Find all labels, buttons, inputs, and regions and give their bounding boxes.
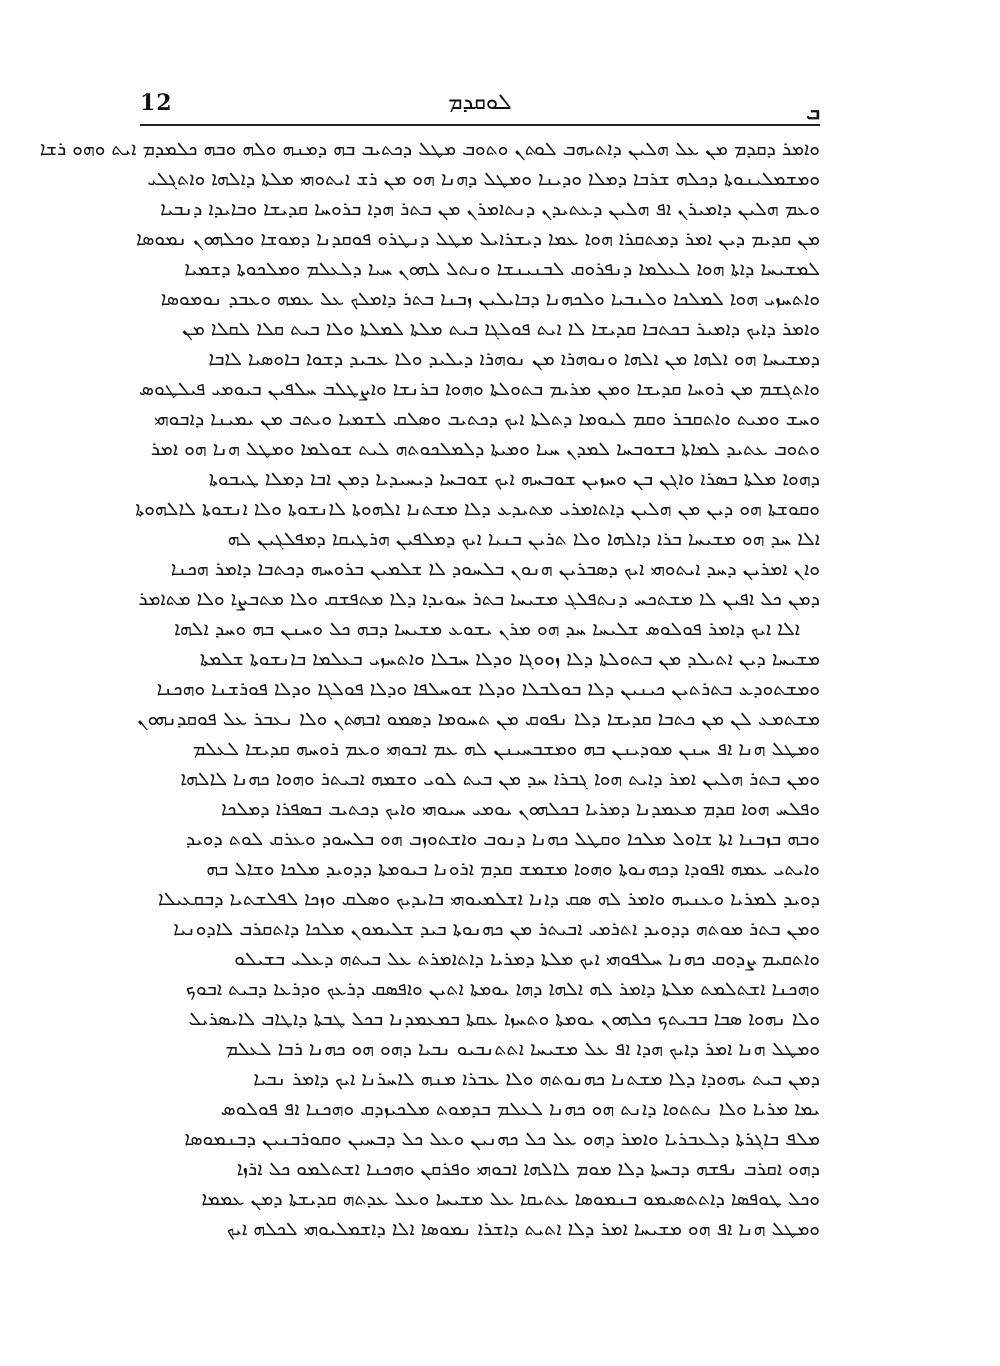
text-line: ܡܠܦ ܒܐܓܪܬܐ ܕܠܥܒܪܝܐ ܘܐܡܪ ܕܗܘ ܥܠ ܟܠ ܟܗܢܝܢ ܘܥܠ ܟܠ ܕܒܚܝܢ ܘܩܘܪܒܢܝܢ ܕܒܢܡܘܣܐ <box>184 1128 820 1150</box>
text-line: ܕܗܘܐ ܡܠܬܐ ܒܣܪܐ ܘܐܓܢ ܒܢ ܘܚܙܝܢ ܫܘܒܚܗ ܐܝܟ ܫܘܒܚܐ ܕܝܚܝܕܝܐ ܕܡܢ ܐܒܐ ܕܡܠܐ ܛܝܒܘܬܐ <box>208 468 820 490</box>
text-line: ܡܢ ܩܕܝܡ ܕܝܢ ܐܡܪ ܕܡܬܩܪܐ ܗܘܐ ܥܡܐ ܕܝܫܪܐܝܠ ܡܛܠ ܕܢܛܪܘ ܦܘܩܕܢܐ ܕܡܘܫܐ ܘܟܠܗܘܢ ܢܡܘܣܐ <box>136 228 820 250</box>
page-number: 12 <box>140 90 173 116</box>
text-line: ܘܐܬܚܙܝ ܗܘܐ ܠܡܠܟܐ ܘܠܢܒܝܐ ܘܠܟܗܢܐ ܕܒܐܝܠܝܢ ܙܒܢܐ ܒܬܪ ܕܐܡܠܟ ܥܠ ܥܡܗ ܘܥܒܕ ܢܘܡܘܣܐ <box>160 288 820 310</box>
text-line: ܘܐܬܩܝܡ ܨܕܘܩ ܟܗܢܐ ܚܠܦܘܗܝ ܐܝܟ ܡܠܬܐ ܕܡܪܝܐ ܕܐܬܐܡܪܬ ܥܠ ܒܝܬܗ ܕܥܠܝ ܒܫܝܠܘ <box>234 948 820 970</box>
text-line: ܘܡܛܠ ܗܢܐ ܐܦ ܚܢܢ ܡܘܕܝܢܢ ܒܗ ܘܡܫܒܚܝܢܢ ܠܗ ܥܡ ܐܒܘܗܝ ܘܥܡ ܪܘܚܗ ܩܕܝܫܐ ܠܥܠܡ <box>192 738 820 760</box>
text-line: ܘܗܟܢܐ ܐܫܬܠܡܬ ܡܠܬܐ ܕܐܡܪ ܠܗ ܐܠܗܐ ܕܗܐ ܝܘܡܬܐ ܐܬܝܢ ܘܐܦܣܩ ܕܪܥܟ ܘܕܪܥܐ ܕܒܝܬ ܐܒܘܟ <box>185 978 820 1000</box>
text-line: ܘܚܫ ܘܡܝܬ ܘܐܬܩܒܪ ܘܩܡ ܠܝܘܡܐ ܕܬܠܬܐ ܐܝܟ ܕܟܬܝܒ ܘܣܠܩ ܠܫܡܝܐ ܘܝܬܒ ܡܢ ܝܡܝܢܐ ܕܐܒܘܗܝ <box>154 408 820 430</box>
text-line: ܘܦܠܚ ܗܘܐ ܩܕܡ ܡܥܡܕܢܐ ܕܡܪܝܐ ܒܟܠܗܘܢ ܝܘܡܝ ܚܝܘܗܝ ܘܐܝܟ ܕܟܬܝܒ ܒܣܦܪܐ ܕܡܠܟܐ <box>221 798 820 820</box>
text-line: ܘܩܘܫܬܐ ܗܘ ܕܝܢ ܡܢ ܗܠܝܢ ܕܐܬܐܡܪܝ ܡܬܝܕܥ ܕܠܐ ܡܫܬܢܐ ܐܠܗܘܬܐ ܠܐܢܫܘܬܐ ܘܠܐ ܐܢܫܘܬܐ ܠܐܠܗܘܬܐ <box>135 498 820 520</box>
text-line: ܕܗܘ ܐܩܪܒ ܢܦܫܗ ܕܒܚܬܐ ܕܠܐ ܡܘܡ ܠܐܠܗܐ ܐܒܘܗܝ ܘܦܪܩܢ ܘܗܟܢܐ ܐܫܬܠܡܘ ܟܠ ܐܪܙܐ <box>236 1158 820 1180</box>
text-line: ܡܫܝܚܐ ܕܝܢ ܐܬܝܠܕ ܡܢ ܒܬܘܠܬܐ ܕܠܐ ܙܘܘܓܐ ܘܕܠܐ ܚܒܠܐ ܘܐܬܚܙܝ ܒܥܠܡܐ ܒܐܢܫܘܬܐ ܫܠܡܬܐ <box>199 648 820 670</box>
text-line: ܘܠܐ ܢܗܘܐ ܣܒܐ ܒܒܝܬܟ ܟܠܗܘܢ ܝܘܡܬܐ ܘܬܚܙܐ ܥܩܬܐ ܒܡܥܡܕܢܐ ܒܟܠ ܛܒܬܐ ܕܐܛܐܒ ܠܐܝܣܪܝܠ <box>188 1008 820 1030</box>
text-line: ܡܫܬܡܥ ܠܢ ܡܢ ܟܬܒܐ ܩܕܝܫܐ ܕܠܐ ܢܦܘܩ ܡܢ ܬܚܘܡܐ ܕܣܡܘ ܐܒܗܬܢ ܘܠܐ ܢܥܒܪ ܥܠ ܦܘܩܕܢܗܘܢ <box>137 708 820 730</box>
text-line: ܘܡܛܠ ܗܢܐ ܐܡܪ ܕܐܝܟ ܗܕܐ ܐܦ ܥܠ ܡܫܝܚܐ ܐܬܬܢܒܝܘ ܢܒܝܐ ܕܗܘ ܗܘ ܟܗܢܐ ܪܒܐ ܠܥܠܡ <box>225 1038 820 1060</box>
text-line: ܕܡܫܝܚܐ ܗܘ ܐܠܗܐ ܡܢ ܐܠܗܐ ܘܢܘܗܪܐ ܡܢ ܢܘܗܪܐ ܕܝܠܝܕ ܘܠܐ ܥܒܝܕ ܕܫܘܐ ܒܐܘܣܝܐ ܠܐܒܐ <box>208 348 820 370</box>
text-line: ܘܐܡܪ ܕܩܕܡ ܡܢ ܥܠ ܗܠܝܢ ܕܐܬܝܗܒ ܠܘܬܢ ܘܬܘܒ ܡܛܠ ܕܟܬܝܒ ܒܗ ܕܡܢܗ ܘܠܗ ܘܒܗ ܟܠܡܕܡ ܐܝܬ ܘܗܘ ܪܫܐ <box>39 138 820 160</box>
text-line: ܘܟܠ ܛܘܦܣܐ ܕܐܬܬܣܝܡܘ ܒܢܡܘܣܐ ܥܬܝܩܐ ܥܠ ܡܫܝܚܐ ܘܥܠ ܥܕܬܗ ܩܕܝܫܬܐ ܕܡܢ ܥܡܡܐ <box>201 1188 820 1210</box>
text-line: ܘܡܢ ܒܬܪ ܡܘܬܗ ܕܕܘܝܕ ܐܬܪܡܝ ܐܒܝܬܪ ܡܢ ܟܗܢܘܬܐ ܒܝܕ ܫܠܝܡܘܢ ܡܠܟܐ ܕܐܬܩܪܒ ܠܐܕܘܢܝܐ <box>173 918 820 940</box>
text-line: ܘܡܛܠ ܗܢܐ ܐܦ ܗܘ ܡܫܝܚܐ ܐܡܪ ܕܠܐ ܐܬܝܬ ܕܐܫܪܐ ܢܡܘܣܐ ܐܠܐ ܕܐܫܡܠܝܘܗܝ ܠܟܠܗ ܐܝܟ <box>226 1218 820 1240</box>
text-line: ܕܡܢ ܒܝܬ ܝܗܘܕܐ ܕܠܐ ܡܫܬܢܐ ܟܗܢܘܬܗ ܘܠܐ ܥܒܪܐ ܡܢܗ ܠܐܚܪܢܐ ܐܝܟ ܕܐܡܪ ܢܒܝܐ <box>253 1068 820 1090</box>
text-line: ܘܐܝܬܝ ܥܡܗ ܐܦܘܕܐ ܕܟܗܢܘܬܐ ܘܗܘܐ ܡܫܡܫ ܩܕܡ ܐܪܘܢܐ ܒܝܘܡܬܐ ܕܕܘܝܕ ܡܠܟܐ ܘܫܐܠ ܒܗ <box>206 858 820 880</box>
text-line: ܐܠܐ ܐܝܟ ܕܐܡܪ ܦܘܠܘܣ ܫܠܝܚܐ ܚܕ ܗܘ ܡܪܢ ܝܫܘܥ ܡܫܝܚܐ ܕܒܗ ܟܠ ܘܚܢܢ ܒܗ ܘܚܕ ܐܠܗܐ <box>174 618 800 640</box>
text-line: ܠܡܫܝܚܐ ܕܐܬܐ ܗܘܐ ܠܥܠܡܐ ܕܢܦܪܘܩ ܠܒܢܝܢܫܐ ܘܢܬܠ ܠܗܘܢ ܚܝܐ ܕܠܥܠܡ ܘܡܠܟܘܬܐ ܕܫܡܝܐ <box>184 258 820 280</box>
page-header <box>140 88 820 122</box>
text-line: ܘܐܬܓܫܡ ܡܢ ܪܘܚܐ ܩܕܝܫܐ ܘܡܢ ܡܪܝܡ ܒܬܘܠܬܐ ܘܗܘܐ ܒܪܢܫܐ ܘܐܨܛܠܒ ܚܠܦܝܢ ܒܝܘܡܝ ܦܝܠܛܘܣ <box>138 378 820 400</box>
header-rule <box>140 124 820 126</box>
text-line: ܘܡܢ ܒܬܪ ܗܠܝܢ ܐܡܪ ܕܐܝܬ ܗܘܐ ܓܒܪܐ ܚܕ ܡܢ ܒܝܬ ܠܘܝ ܘܫܡܗ ܐܒܝܬܪ ܘܗܘܐ ܟܗܢܐ ܠܐܠܗܐ <box>180 768 820 790</box>
text-line: ܘܐܢ ܐܡܪܝܢ ܕܚܕ ܐܝܬܘܗܝ ܐܝܟ ܕܣܒܪܝܢ ܗܢܘܢ ܒܠܚܘܕ ܠܐ ܫܠܡܝܢ ܒܪܘܚܗ ܕܟܬܒܐ ܕܐܡܪ ܗܟܢܐ <box>170 558 820 580</box>
body-text <box>39 134 820 1254</box>
text-line: ܕܘܝܕ ܠܡܪܝܐ ܘܥܢܝܗ ܘܐܡܪ ܠܗ ܣܩ ܕܐܢܐ ܐܫܠܡܝܘܗܝ ܒܐܝܕܝܟ ܘܣܠܩ ܘܙܟܐ ܠܦܠܫܬܝܐ ܕܒܩܥܝܠܐ <box>157 888 820 910</box>
text-line: ܘܥܡ ܗܠܝܢ ܕܐܡܝܪܢ ܐܦ ܗܠܝܢ ܕܥܬܝܕܢ ܕܢܬܐܡܪܢ ܡܢ ܒܬܪ ܗܕܐ ܒܪܘܚܐ ܩܕܝܫܐ ܘܒܐܝܕܐ ܕܢܒܝܐ <box>160 198 820 220</box>
text-line: ܘܐܡܪ ܕܐܝܟ ܕܐܡܝܪ ܒܟܬܒܐ ܩܕܝܫܐ ܠܐ ܐܝܬ ܦܘܠܓܐ ܒܝܬ ܡܠܬܐ ܠܡܠܬܐ ܘܠܐ ܒܝܬ ܩܠܐ ܠܩܠܐ ܡܢ <box>182 318 820 340</box>
text-line: ܐܠܐ ܚܕ ܗܘ ܡܫܝܚܐ ܒܪܐ ܕܐܠܗܐ ܘܠܐ ܬܪܝܢ ܒܢܝܐ ܐܝܟ ܕܡܠܦܝܢ ܗܪܛܝܩܐ ܕܡܦܠܓܝܢ ܠܗ <box>227 528 820 550</box>
text-line: ܘܬܘܒ ܥܬܝܕ ܠܡܐܬܐ ܒܫܘܒܚܐ ܠܡܕܢ ܚܝܐ ܘܡܝܬܐ ܕܠܡܠܟܘܬܗ ܠܝܬ ܫܘܠܡܐ ܘܡܛܠ ܗܢܐ ܗܘ ܐܡܪ <box>150 438 820 460</box>
text-line: ܝܡܐ ܡܪܝܐ ܘܠܐ ܢܬܬܘܐ ܕܐܢܬ ܗܘ ܟܗܢܐ ܠܥܠܡ ܒܕܡܘܬ ܡܠܟܝܙܕܩ ܘܗܟܢܐ ܐܦ ܦܘܠܘܣ <box>220 1098 820 1120</box>
text-line: ܘܡܫܬܘܕܥ ܒܬܪܬܝܢ ܟܝܢܝܢ ܕܠܐ ܒܘܠܒܠܐ ܘܕܠܐ ܫܘܚܠܦܐ ܘܕܠܐ ܦܘܠܓܐ ܘܕܠܐ ܦܘܪܫܢܐ ܘܗܟܢܐ <box>156 678 820 700</box>
running-head: ܠܘܩܕܡ <box>448 90 512 115</box>
text-line: ܘܒܗ ܒܙܒܢܐ ܐܬܐ ܫܐܘܠ ܡܠܟܐ ܘܩܛܠ ܟܗܢܐ ܕܢܘܒ ܘܐܫܬܘܙܒ ܗܘ ܒܠܚܘܕ ܘܥܪܩ ܠܘܬ ܕܘܝܕ <box>185 828 820 850</box>
signature-mark: ܒ <box>806 100 820 124</box>
text-line: ܕܡܢ ܟܠ ܐܦܝܢ ܠܐ ܡܫܬܟܚ ܕܢܬܦܠܓ ܡܫܝܚܐ ܒܬܪ ܚܘܝܕܐ ܕܠܐ ܡܬܦܫܩ ܘܠܐ ܡܬܒܨܐ ܘܠܐ ܡܬܐܡܪ <box>138 588 820 610</box>
text-line: ܘܡܫܡܠܝܢܘܬܐ ܕܟܠܗ ܫܪܒܐ ܕܡܠܐ ܘܕܝܢܐ ܘܡܛܠ ܕܗܢܐ ܗܘ ܡܢ ܪܫ ܐܝܬܘܗܝ ܡܠܬܐ ܕܐܠܗܐ ܘܐܬܓܠܝ <box>147 168 820 190</box>
